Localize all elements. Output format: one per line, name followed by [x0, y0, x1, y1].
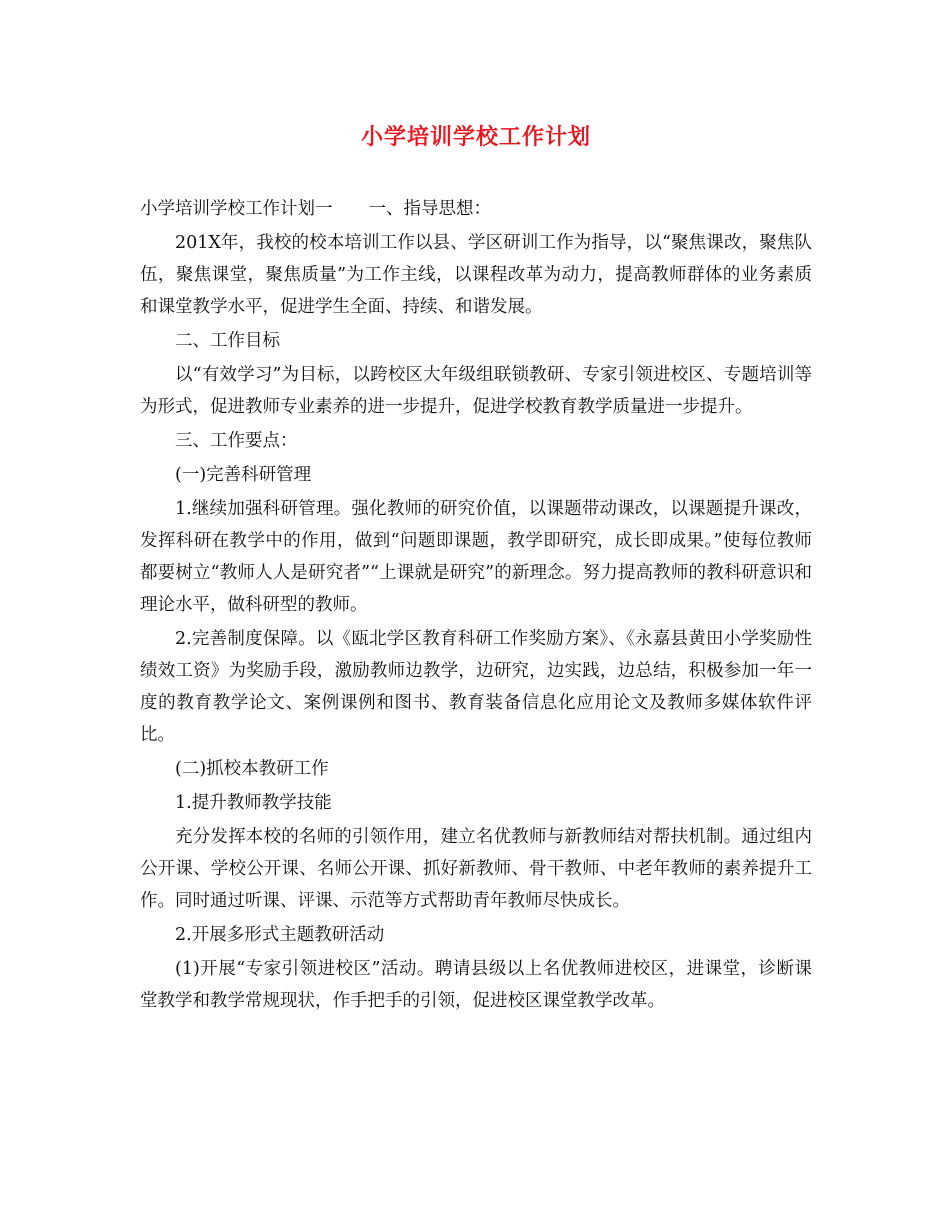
section-heading-2: 二、工作目标 [175, 331, 280, 351]
document-title: 小学培训学校工作计划 [360, 124, 591, 150]
paragraph: 2.完善制度保障。以《瓯北学区教育科研工作奖励方案》、《永嘉县黄田小学奖励性绩效工资》为奖励手段，激励教师边教学，边研究，边实践，边总结，积极参加一年一度的教育教学论文、案例课例和图书、教育装备信息化应用论文及教师多媒体软件评比。 [140, 629, 812, 745]
paragraph: (1)开展“专家引领进校区”活动。聘请县级以上名优教师进校区，进课堂，诊断课堂教学和教学常规现状，作手把手的引领，促进校区课堂教学改革。 [140, 959, 812, 1011]
paragraph: 1.继续加强科研管理。强化教师的研究价值，以课题带动课改，以课题提升课改，发挥科研在教学中的作用，做到“问题即课题，教学即研究，成长即成果。”使每位教师都要树立“教师人人是研究者”“上课就是研究”的新理念。努力提高教师的教科研意识和理论水平，做科研型的教师。 [140, 499, 812, 615]
paragraph: 201X年，我校的校本培训工作以县、学区研训工作为指导，以“聚焦课改，聚焦队伍，聚焦课堂，聚焦质量”为工作主线，以课程改革为动力，提高教师群体的业务素质和课堂教学水平，促进学生全面、持续、和谐发展。 [140, 233, 812, 317]
item-heading: 2.开展多形式主题教研活动 [175, 925, 385, 945]
paragraph-lead [140, 193, 812, 225]
document-body [140, 193, 812, 1019]
section-heading-3: 三、工作要点： [175, 431, 298, 451]
paragraph: 充分发挥本校的名师的引领作用，建立名优教师与新教师结对帮扶机制。通过组内公开课、学校公开课、名师公开课、抓好新教师、骨干教师、中老年教师的素养提升工作。同时通过听课、评课、示范等方式帮助青年教师尽快成长。 [140, 827, 812, 911]
paragraph: 以“有效学习”为目标，以跨校区大年级组联锁教研、专家引领进校区、专题培训等为形式，促进教师专业素养的进一步提升，促进学校教育教学质量进一步提升。 [140, 365, 812, 417]
lead-text: 小学培训学校工作计划一 [140, 199, 333, 219]
subsection-heading: (二)抓校本教研工作 [175, 759, 329, 779]
subsection-heading: (一)完善科研管理 [175, 465, 312, 485]
section-heading-1: 一、指导思想： [368, 199, 491, 219]
item-heading: 1.提升教师教学技能 [175, 793, 332, 813]
